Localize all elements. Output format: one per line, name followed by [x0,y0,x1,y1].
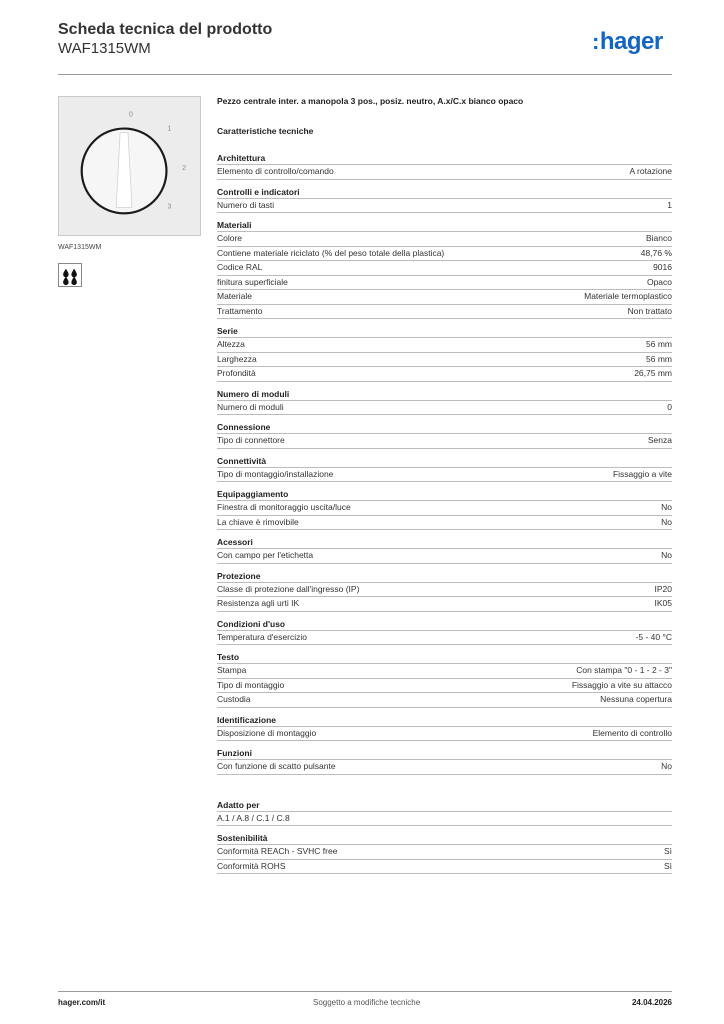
spec-label: Conformità REACh - SVHC free [217,846,338,856]
section-title: Identificazione [217,714,277,725]
page-title: Scheda tecnica del prodotto [58,21,273,38]
section-rows [217,433,672,449]
spec-row [217,596,672,612]
product-code: WAF1315WM [58,40,151,57]
spec-value: 1 [667,199,672,210]
section-rows [217,630,672,646]
spec-label: Colore [217,233,243,243]
spec-label: Con funzione di scatto pulsante [217,761,336,771]
spec-label: Con campo per l'etichetta [217,550,314,560]
spec-row [217,759,672,775]
spec-label: Trattamento [217,305,263,316]
spec-value: No [661,516,672,527]
spec-value: 48,76 % [640,247,672,258]
section-title: Architettura [217,153,266,163]
section-title: Adatto per [217,799,260,810]
section-rows [217,811,672,827]
spec-row [217,548,672,564]
spec-section [217,564,672,612]
spec-label: Codice RAL [217,262,263,272]
spec-value: Con stampa "0 - 1 - 2 - 3" [576,665,672,675]
spec-label: Numero di moduli [217,401,284,412]
spec-value: 26,75 mm [634,368,672,378]
hager-logo[interactable] [592,27,663,57]
spec-row [217,231,672,246]
spec-value: IK05 [654,598,672,608]
spec-label: Numero di tasti [217,199,275,210]
spec-row [217,692,672,708]
spec-label: Conformità ROHS [217,860,286,871]
dial-label-1: 1 [167,125,172,133]
spec-row [217,726,672,742]
spec-label: Classe di protezione dall'ingresso (IP) [217,583,360,594]
spec-section [217,741,672,775]
footer-date: 24.04.2026 [631,998,672,1007]
section-rows [217,467,672,483]
section-title: Serie [217,326,238,336]
spec-row [217,304,672,320]
spec-sections [217,146,672,874]
spec-label: Contiene materiale riciclato (% del peso totale della plastica) [217,247,445,258]
dial-label-3: 3 [167,203,172,211]
spec-value: Fissaggio a vite [612,468,672,479]
section-rows [217,844,672,874]
spec-label: Custodia [217,694,251,704]
spec-section [217,213,672,319]
spec-value: Nessuna copertura [600,694,672,704]
dial-label-0: 0 [129,111,133,119]
spec-label: Elemento di controllo/comando [217,166,334,176]
section-title: Controlli e indicatori [217,186,300,197]
characteristics-title: Caratteristiche tecniche [217,126,314,136]
spec-row [217,811,672,827]
spec-row [217,663,672,678]
spec-row [217,467,672,483]
spec-label: Tipo di montaggio [217,679,285,690]
spec-section [217,826,672,874]
spec-section [217,645,672,708]
spec-row [217,844,672,859]
spec-value: No [661,550,672,560]
spec-label: Larghezza [217,353,257,364]
spec-row [217,289,672,304]
spec-section [217,612,672,646]
section-rows [217,759,672,775]
spec-content [217,96,672,874]
spec-section [217,482,672,530]
section-rows [217,164,672,180]
spec-row [217,582,672,597]
spec-row [217,400,672,416]
spec-section [217,180,672,214]
spec-value: -5 - 40 °C [635,631,672,642]
spec-value: 0 [667,401,672,412]
rotary-switch-illustration [59,97,200,235]
spec-row [217,164,672,180]
section-title: Connettività [217,455,267,466]
section-title: Condizioni d'uso [217,618,286,629]
section-title: Connessione [217,422,271,432]
spec-row [217,352,672,367]
spec-section [217,449,672,483]
spec-row [217,678,672,693]
logo-text: hager [599,28,663,55]
spec-section [217,319,672,382]
product-description: Pezzo centrale inter. a manopola 3 pos., posiz. neutro, A.x/C.x bianco opaco [217,96,524,106]
product-image [58,96,201,236]
section-rows [217,726,672,742]
spec-row [217,198,672,214]
spec-section [217,415,672,449]
spec-label: Profondità [217,368,256,378]
footer-notice: Soggetto a modifiche tecniche [313,998,421,1007]
section-rows [217,231,672,319]
spec-label: Altezza [217,339,245,349]
spec-row [217,275,672,290]
header-divider [58,74,672,75]
spec-label: Temperatura d'esercizio [217,631,307,642]
section-title: Protezione [217,570,261,581]
spec-row [217,366,672,382]
spec-row [217,337,672,352]
spec-section [217,708,672,742]
spec-section [217,775,672,827]
spec-value: Fissaggio a vite su attacco [571,679,672,690]
spec-value: 9016 [653,262,672,272]
spec-label: Materiale [217,291,252,301]
spec-value: 56 mm [646,353,672,364]
section-rows [217,198,672,214]
spec-value: Elemento di controllo [592,727,672,738]
footer-website[interactable]: hager.com/it [58,998,106,1007]
spec-value: Materiale termoplastico [584,291,672,301]
spec-row [217,500,672,515]
section-rows [217,663,672,708]
spec-section [217,382,672,416]
spec-value: Sì [663,846,672,856]
spec-section [217,530,672,564]
section-title: Materiali [217,220,252,230]
section-rows [217,337,672,382]
section-rows [217,500,672,530]
spec-value: A rotazione [629,166,672,176]
spec-label: Tipo di montaggio/installazione [217,468,334,479]
spec-value: Senza [647,435,672,445]
section-rows [217,400,672,416]
spec-value: No [661,761,672,771]
spec-value: Opaco [646,276,672,287]
spec-label: finitura superficiale [217,276,288,287]
spec-row [217,246,672,261]
spec-label: Tipo di connettore [217,435,285,445]
spec-label: A.1 / A.8 / C.1 / C.8 [217,812,290,823]
spec-value: 56 mm [646,339,672,349]
spec-label: Stampa [217,665,247,675]
spec-row [217,433,672,449]
spec-value: IP20 [654,583,672,594]
spec-label: Resistenza agli urti IK [217,598,300,608]
spec-row [217,859,672,875]
section-title: Numero di moduli [217,388,290,399]
image-caption: WAF1315WM [58,244,102,251]
logo-colon-mark: : [592,29,599,54]
section-title: Sostenibilità [217,833,268,843]
spec-row [217,260,672,275]
spec-label: Finestra di monitoraggio uscita/luce [217,502,351,512]
section-rows [217,548,672,564]
section-rows [217,582,672,612]
spec-label: La chiave è rimovibile [217,516,299,527]
spec-value: No [661,502,672,512]
water-drops-icon [58,263,82,287]
spec-value: Sì [663,860,672,871]
spec-value: Non trattato [627,305,672,316]
spec-row [217,630,672,646]
section-title: Acessori [217,537,253,547]
section-title: Testo [217,652,240,662]
footer-divider [58,991,672,992]
spec-section [217,146,672,180]
spec-label: Disposizione di montaggio [217,727,317,738]
section-title: Equipaggiamento [217,489,289,499]
dial-label-2: 2 [182,164,187,172]
section-title: Funzioni [217,748,252,758]
spec-row [217,515,672,531]
spec-value: Bianco [646,233,672,243]
